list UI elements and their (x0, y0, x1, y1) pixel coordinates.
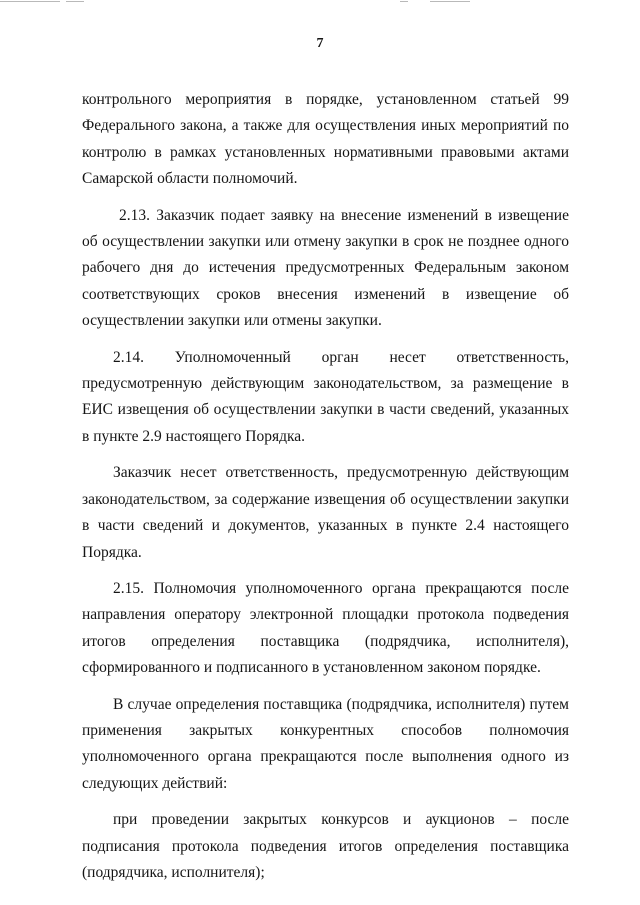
paragraph-customer-responsibility: Заказчик несет ответственность, предусмотренную действующим законодательством, за содержание извещения об осуществлении закупки в части сведений и документов, указанных в пункте 2.4 настоящего Порядка. (82, 464, 569, 561)
scan-edge-marks (0, 0, 640, 8)
document-body (82, 87, 569, 896)
scan-mark (400, 1, 408, 2)
paragraph-closed-tenders: при проведении закрытых конкурсов и аукционов – после подписания протокола подведения итогов определения поставщика (подрядчика, исполнителя); (82, 811, 569, 881)
scan-mark (66, 1, 84, 2)
paragraph-2-14: 2.14. Уполномоченный орган несет ответственность, предусмотренную действующим законодательством, за размещение в ЕИС извещения об осуществлении закупки в части сведений, указанных в пункте 2.9 настоящего Порядка. (82, 348, 569, 445)
scan-mark (430, 1, 470, 2)
paragraph-continuation: контрольного мероприятия в порядке, установленном статьей 99 Федерального закона, а также для осуществления иных мероприятий по контролю в рамках установленных нормативными правовыми актами Самарской области полномочий. (82, 91, 569, 188)
paragraph-closed-procedures: В случае определения поставщика (подрядчика, исполнителя) путем применения закрытых конкурентных способов полномочия уполномоченного органа прекращаются после выполнения одного из следующих действий: (82, 695, 569, 792)
scan-mark (0, 1, 60, 2)
paragraph-2-13: 2.13. Заказчик подает заявку на внесение изменений в извещение об осуществлении закупки или отмену закупки в срок не позднее одного рабочего дня до истечения предусмотренных Федеральным законом соответствующих сроков внесения изменений в извещение об осуществлении закупки или отмены закупки. (82, 206, 569, 330)
page-number: 7 (316, 36, 324, 51)
paragraph-2-15: 2.15. Полномочия уполномоченного органа прекращаются после направления оператору электронной площадки протокола подведения итогов определения поставщика (подрядчика, исполнителя), сформированного и подписанного в установленном законом порядке. (82, 579, 569, 677)
